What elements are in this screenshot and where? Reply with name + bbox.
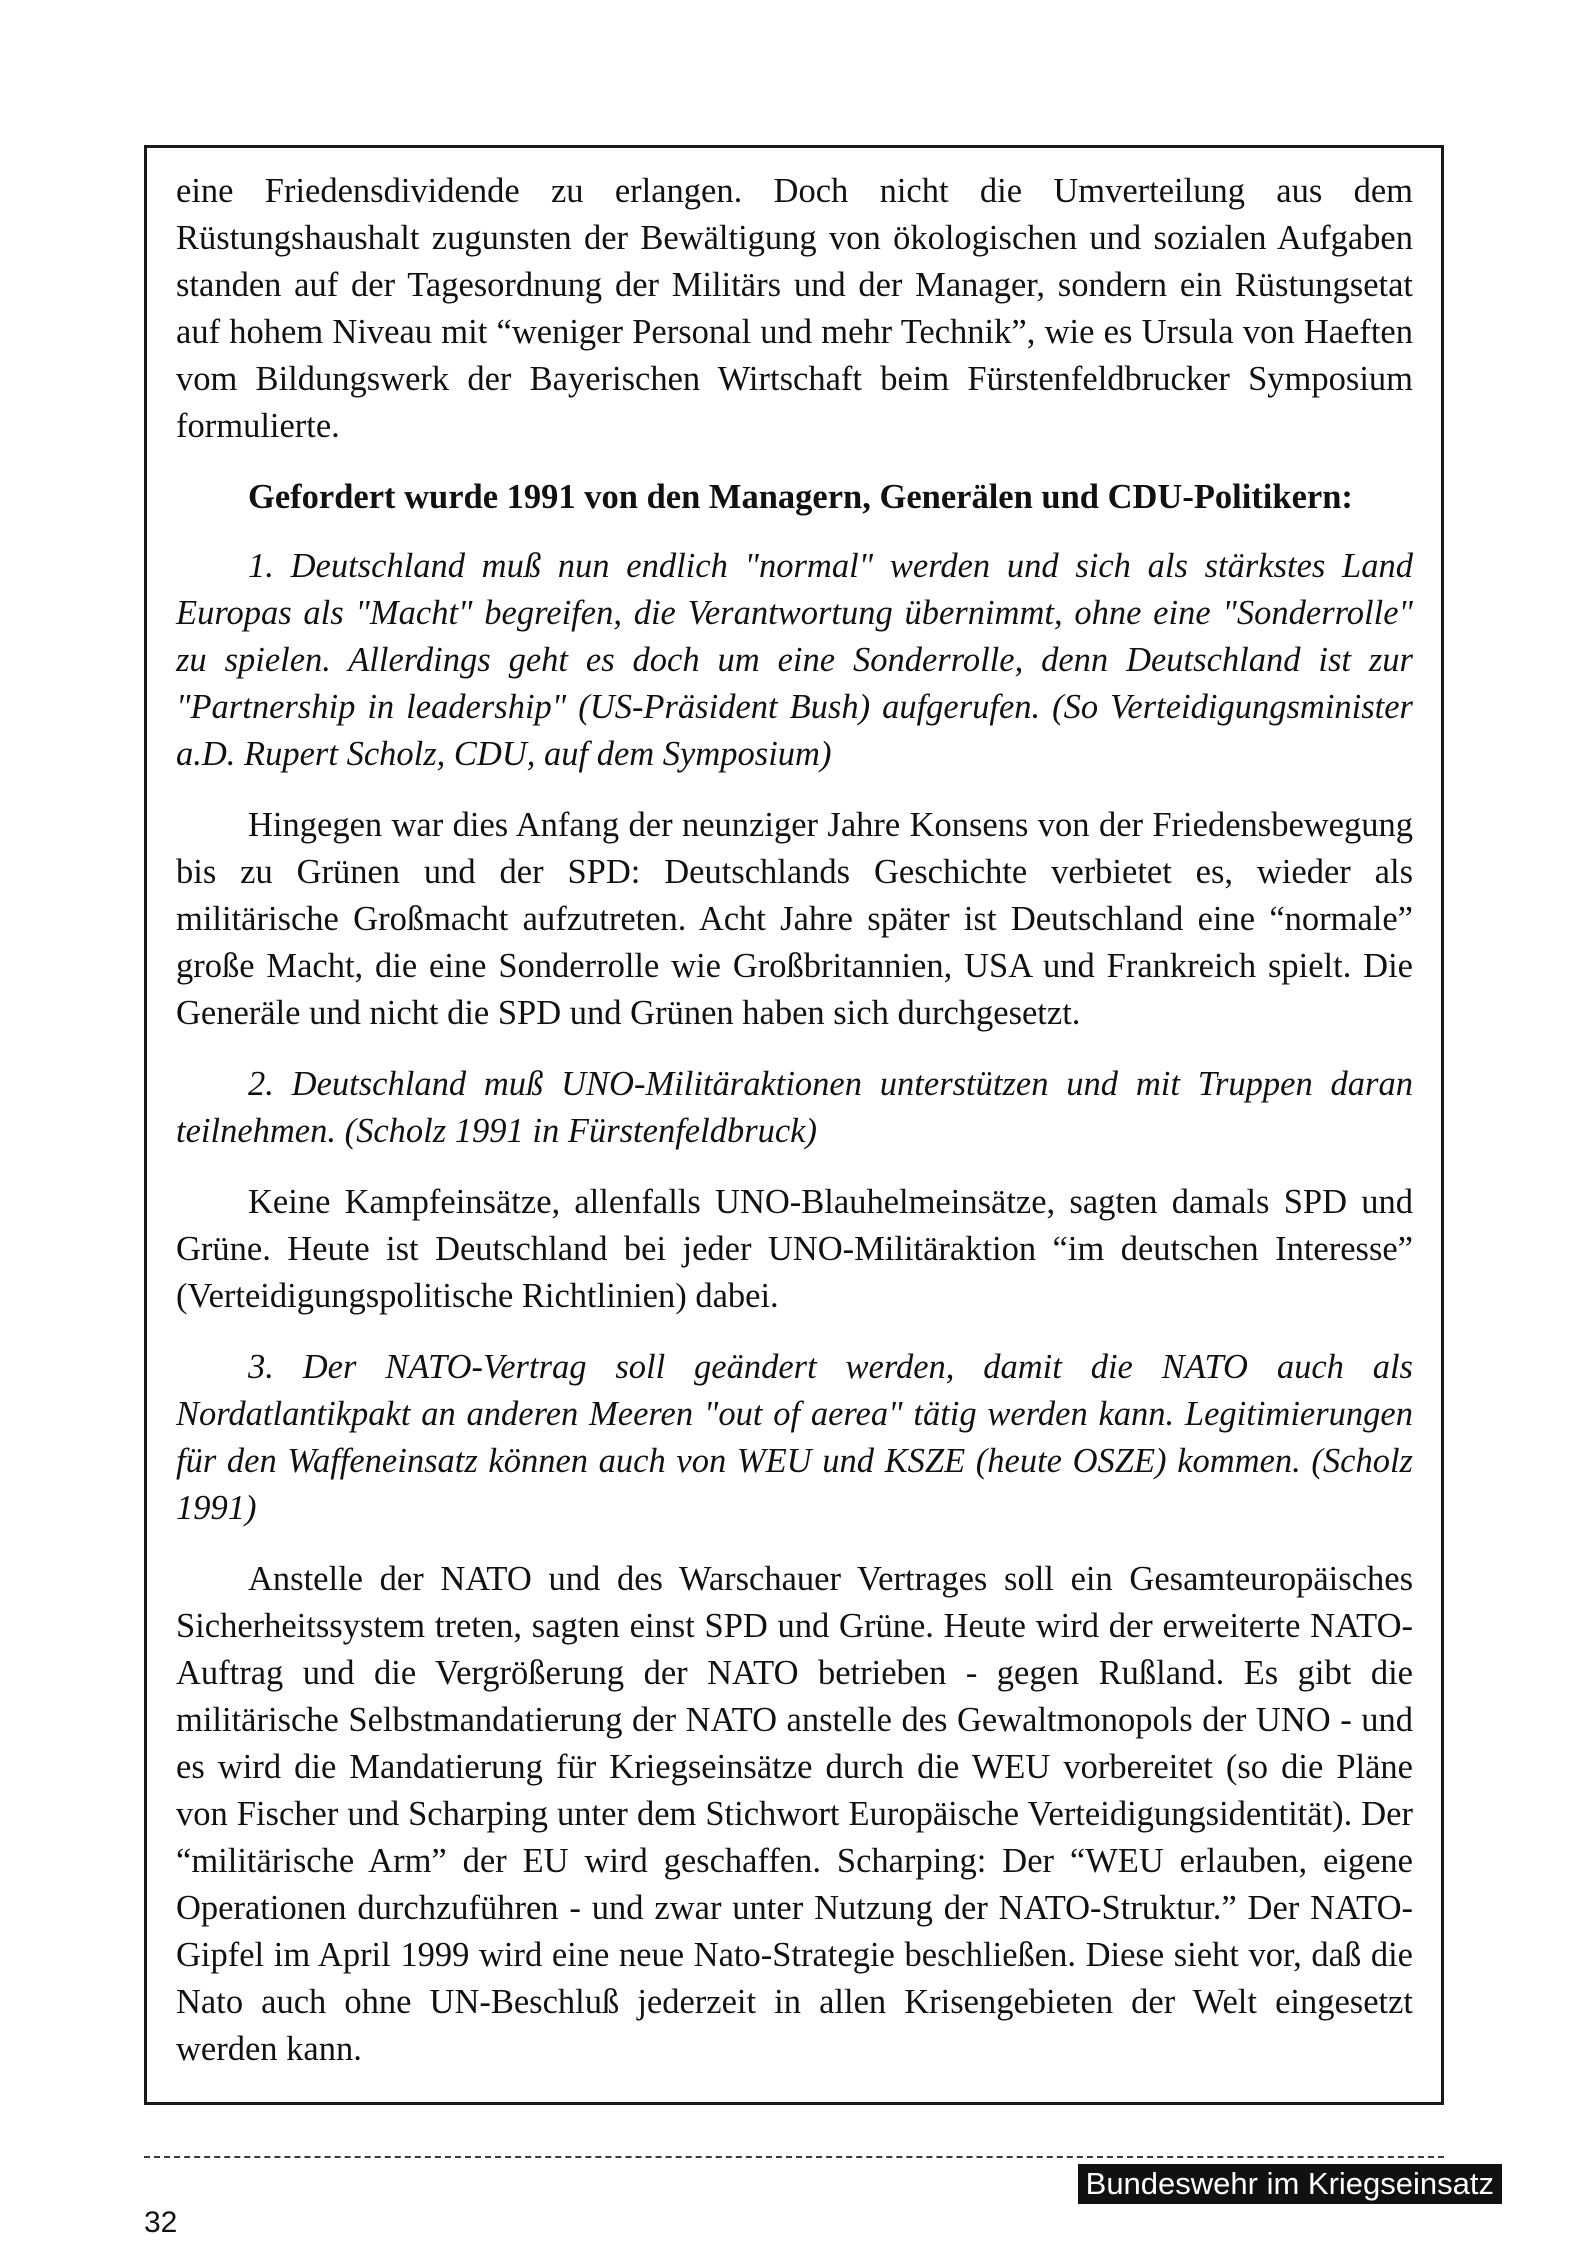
page-body xyxy=(176,168,1413,2097)
running-title: Bundeswehr im Kriegseinsatz xyxy=(1078,2164,1502,2204)
demand-3: 3. Der NATO-Vertrag soll geändert werden, damit die NATO auch als Nordatlantikpakt an anderen Meeren "out of aerea" tätig werden kann. Legitimierungen für den Waffeneinsatz können auch von WEU und KSZE (heute OSZE) kommen. (Scholz 1991) xyxy=(176,1348,1413,1527)
demands-heading: Gefordert wurde 1991 von den Managern, Generälen und CDU-Politikern: xyxy=(248,478,1353,516)
paragraph-intro: eine Friedensdividende zu erlangen. Doch nicht die Umverteilung aus dem Rüstungshaushalt zugunsten der Bewältigung von ökologischen und sozialen Aufgaben standen auf der Tagesordnung der Militärs und der Manager, sondern ein Rüstungsetat auf hohem Niveau mit “weniger Personal und mehr Technik”, wie es Ursula von Haeften vom Bildungswerk der Bayerischen Wirtschaft beim Fürstenfeldbrucker Symposium formulierte. xyxy=(176,172,1413,445)
demand-2: 2. Deutschland muß UNO-Militäraktionen unterstützen und mit Truppen daran teilnehmen. (Scholz 1991 in Fürstenfeldbruck) xyxy=(176,1065,1413,1150)
demand-1: 1. Deutschland muß nun endlich "normal" werden und sich als stärkstes Land Europas als "Macht" begreifen, die Verantwortung übernimmt, ohne eine "Sonderrolle" zu spielen. Allerdings geht es doch um eine Sonderrolle, denn Deutschland ist zur "Partnership in leadership" (US-Präsident Bush) aufgerufen. (So Verteidigungsminister a.D. Rupert Scholz, CDU, auf dem Symposium) xyxy=(176,547,1413,773)
page-number: 32 xyxy=(144,2206,178,2239)
paragraph-combat-missions: Keine Kampfeinsätze, allenfalls UNO-Blauhelmeinsätze, sagten damals SPD und Grüne. Heute ist Deutschland bei jeder UNO-Militäraktion “im deutschen Interesse” (Verteidigungspolitische Richtlinien) dabei. xyxy=(176,1183,1413,1315)
paragraph-nato-expansion: Anstelle der NATO und des Warschauer Vertrages soll ein Gesamteuropäisches Sicherheitssystem treten, sagten einst SPD und Grüne. Heute wird der erweiterte NATO-Auftrag und die Vergrößerung der NATO betrieben - gegen Rußland. Es gibt die militärische Selbstmandatierung der NATO anstelle des Gewaltmonopols der UNO - und es wird die Mandatierung für Kriegseinsätze durch die WEU vorbereitet (so die Pläne von Fischer und Scharping unter dem Stichwort Europäische Verteidigungsidentität). Der “militärische Arm” der EU wird geschaffen. Scharping: Der “WEU erlauben, eigene Operationen durchzuführen - und zwar unter Nutzung der NATO-Struktur.” Der NATO-Gipfel im April 1999 wird eine neue Nato-Strategie beschließen. Diese sieht vor, daß die Nato auch ohne UN-Beschluß jederzeit in allen Krisengebieten der Welt eingesetzt werden kann. xyxy=(176,1560,1413,2068)
footer-divider xyxy=(144,2156,1444,2158)
paragraph-consensus: Hingegen war dies Anfang der neunziger Jahre Konsens von der Friedensbewegung bis zu Grünen und der SPD: Deutschlands Geschichte verbietet es, wieder als militärische Großmacht aufzutreten. Acht Jahre später ist Deutschland eine “normale” große Macht, die eine Sonderrolle wie Großbritannien, USA und Frankreich spielt. Die Generäle und nicht die SPD und Grünen haben sich durchgesetzt. xyxy=(176,806,1413,1032)
